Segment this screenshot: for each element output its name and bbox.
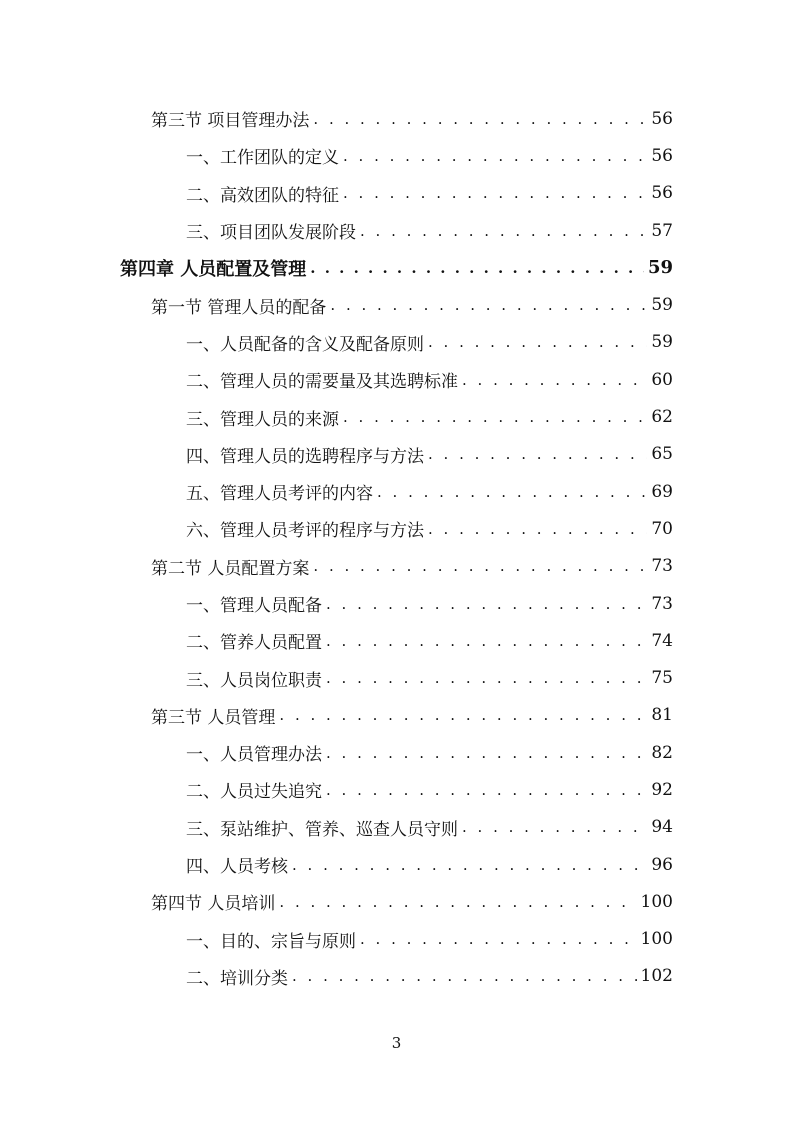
toc-subsection-entry[interactable]	[0, 771, 793, 808]
toc-entry-title: 第四章 人员配置及管理	[120, 258, 307, 280]
toc-entry-page-number: 94	[651, 817, 673, 838]
toc-section-entry[interactable]	[0, 286, 793, 323]
toc-entry-page-number: 100	[640, 929, 673, 950]
toc-entry-title: 三、人员岗位职责	[186, 670, 322, 691]
toc-dot-leader	[330, 296, 647, 314]
toc-entry-page-number: 57	[651, 220, 673, 241]
toc-subsection-entry[interactable]	[0, 324, 793, 361]
toc-dot-leader	[326, 632, 647, 650]
toc-entry-page-number: 73	[651, 593, 673, 614]
toc-entry-title: 二、人员过失追究	[186, 782, 322, 803]
toc-dot-leader	[343, 408, 647, 426]
toc-entry-page-number: 60	[651, 369, 673, 390]
toc-entry-page-number: 73	[651, 556, 673, 577]
toc-subsection-entry[interactable]	[0, 734, 793, 771]
toc-entry-page-number: 75	[651, 668, 673, 689]
toc-entry-page-number: 59	[651, 295, 673, 316]
toc-entry-title: 三、项目团队发展阶段	[186, 223, 356, 244]
toc-entry-title: 三、管理人员的来源	[186, 409, 339, 430]
toc-dot-leader	[326, 669, 647, 687]
toc-entry-page-number: 74	[651, 630, 673, 651]
toc-entry-page-number: 56	[651, 183, 673, 204]
toc-subsection-entry[interactable]	[0, 361, 793, 398]
toc-entry-page-number: 70	[651, 518, 673, 539]
toc-dot-leader	[292, 967, 637, 985]
toc-dot-leader	[279, 893, 636, 911]
toc-entry-title: 一、目的、宗旨与原则	[186, 931, 356, 952]
toc-dot-leader	[428, 445, 647, 463]
toc-entry-page-number: 81	[651, 705, 673, 726]
toc-entry-title: 四、管理人员的选聘程序与方法	[186, 446, 424, 467]
toc-entry-title: 第二节 人员配置方案	[151, 558, 310, 579]
toc-entry-page-number: 56	[651, 108, 673, 129]
toc-entry-title: 第四节 人员培训	[151, 894, 276, 915]
toc-dot-leader	[343, 184, 647, 202]
toc-entry-title: 第三节 项目管理办法	[151, 111, 310, 132]
toc-dot-leader	[326, 744, 647, 762]
toc-subsection-entry[interactable]	[0, 921, 793, 958]
toc-section-entry[interactable]	[0, 883, 793, 920]
toc-entry-title: 四、人员考核	[186, 857, 288, 878]
toc-dot-leader	[377, 483, 647, 501]
toc-entry-title: 第一节 管理人员的配备	[151, 297, 327, 318]
toc-entry-title: 一、人员管理办法	[186, 745, 322, 766]
toc-dot-leader	[343, 147, 647, 165]
toc-entry-title: 二、高效团队的特征	[186, 185, 339, 206]
toc-dot-leader	[360, 930, 637, 948]
toc-entry-title: 一、工作团队的定义	[186, 148, 339, 169]
toc-dot-leader	[313, 557, 647, 575]
toc-subsection-entry[interactable]	[0, 137, 793, 174]
toc-dot-leader	[292, 856, 647, 874]
toc-entry-page-number: 69	[651, 481, 673, 502]
toc-subsection-entry[interactable]	[0, 585, 793, 622]
toc-section-entry[interactable]	[0, 697, 793, 734]
toc-entry-page-number: 102	[640, 966, 673, 987]
toc-subsection-entry[interactable]	[0, 398, 793, 435]
toc-entry-page-number: 96	[651, 854, 673, 875]
toc-entry-page-number: 59	[647, 257, 673, 279]
toc-section-entry[interactable]	[0, 548, 793, 585]
toc-entry-title: 二、管理人员的需要量及其选聘标准	[186, 372, 458, 393]
toc-dot-leader	[326, 781, 647, 799]
toc-entry-page-number: 62	[651, 407, 673, 428]
toc-dot-leader	[279, 706, 647, 724]
toc-entry-page-number: 92	[651, 779, 673, 800]
toc-section-entry[interactable]	[0, 100, 793, 137]
page-number: 3	[391, 1034, 402, 1052]
toc-dot-leader	[313, 110, 647, 128]
toc-dot-leader	[462, 818, 647, 836]
table-of-contents	[0, 100, 793, 995]
toc-chapter-entry[interactable]	[0, 249, 793, 286]
toc-entry-title: 五、管理人员考评的内容	[186, 484, 373, 505]
toc-entry-title: 第三节 人员管理	[151, 707, 276, 728]
toc-entry-title: 六、管理人员考评的程序与方法	[186, 521, 424, 542]
toc-dot-leader	[310, 259, 644, 277]
toc-entry-page-number: 82	[651, 742, 673, 763]
toc-subsection-entry[interactable]	[0, 510, 793, 547]
toc-entry-title: 一、管理人员配备	[186, 596, 322, 616]
toc-subsection-entry[interactable]	[0, 659, 793, 696]
toc-entry-page-number: 56	[651, 145, 673, 166]
toc-subsection-entry[interactable]	[0, 958, 793, 995]
toc-subsection-entry[interactable]	[0, 212, 793, 249]
toc-entry-page-number: 59	[651, 332, 673, 353]
toc-dot-leader	[326, 595, 647, 613]
toc-entry-page-number: 100	[640, 891, 673, 912]
toc-subsection-entry[interactable]	[0, 809, 793, 846]
toc-entry-title: 二、培训分类	[186, 968, 288, 989]
toc-subsection-entry[interactable]	[0, 622, 793, 659]
toc-subsection-entry[interactable]	[0, 175, 793, 212]
toc-subsection-entry[interactable]	[0, 436, 793, 473]
toc-dot-leader	[428, 520, 647, 538]
toc-subsection-entry[interactable]	[0, 473, 793, 510]
toc-dot-leader	[360, 222, 647, 240]
toc-entry-title: 三、泵站维护、管养、巡查人员守则	[186, 819, 458, 840]
toc-dot-leader	[462, 371, 647, 389]
toc-dot-leader	[428, 333, 647, 351]
toc-subsection-entry[interactable]	[0, 846, 793, 883]
toc-entry-title: 一、人员配备的含义及配备原则	[186, 334, 424, 355]
toc-entry-page-number: 65	[651, 444, 673, 465]
toc-entry-title: 二、管养人员配置	[186, 633, 322, 654]
